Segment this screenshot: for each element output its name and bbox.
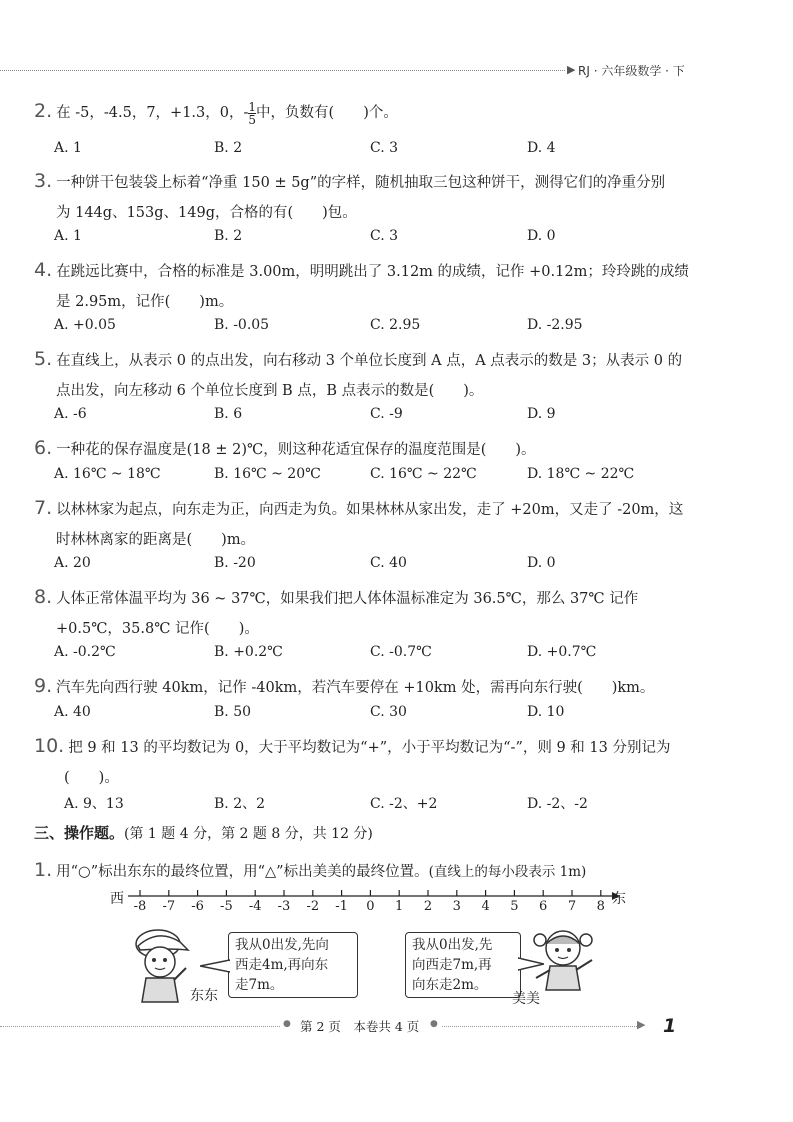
- fraction-denominator: 5: [248, 112, 257, 127]
- option-c[interactable]: C. -9: [370, 406, 403, 422]
- tick-label: -2: [306, 899, 320, 914]
- tick-label: -5: [220, 899, 233, 914]
- option-c[interactable]: C. 30: [370, 704, 407, 720]
- section-title: 三、操作题。: [34, 824, 125, 842]
- header-dotted-line: [0, 70, 565, 71]
- east-label: 东: [612, 891, 626, 907]
- west-label: 西: [110, 891, 124, 907]
- question-line1: 在直线上，从表示 0 的点出发，向右移动 3 个单位长度到 A 点，A 点表示的数是 3；从表示 0 的: [56, 353, 683, 369]
- question-line1: 把 9 和 13 的平均数记为 0，大于平均数记为“+”，小于平均数记为“-”，则 9 和 13 分别记为: [68, 740, 671, 756]
- question-line2: 点出发，向左移动 6 个单位长度到 B 点，B 点表示的数是( )。: [56, 383, 484, 399]
- option-d[interactable]: D. 0: [527, 555, 556, 571]
- question-line1: 一种饼干包装袋上标着“净重 150 ± 5g”的字样，随机抽取三包这种饼干，测得它们的净重分别: [56, 175, 666, 191]
- option-c[interactable]: C. 16℃ ~ 22℃: [370, 466, 477, 482]
- option-c[interactable]: C. 3: [370, 140, 399, 156]
- option-d[interactable]: D. 9: [527, 406, 556, 422]
- options-q6: [54, 466, 774, 488]
- tick-label: -8: [133, 899, 147, 914]
- options-q5: [54, 406, 774, 428]
- option-a[interactable]: A. 16℃ ~ 18℃: [54, 466, 161, 482]
- option-d[interactable]: D. 10: [527, 704, 565, 720]
- bubble-line: 西走4m,再向东: [235, 957, 329, 973]
- question-number: 4.: [34, 259, 53, 281]
- question-number: 2.: [34, 100, 53, 122]
- footer-dot-icon: ●: [283, 1019, 291, 1029]
- question-number: 6.: [34, 437, 53, 459]
- option-a[interactable]: A. +0.05: [54, 317, 116, 333]
- question-line2: 时林林离家的距离是( )m。: [56, 532, 256, 548]
- dongdong-speech-bubble: [228, 932, 358, 998]
- option-b[interactable]: B. 2、2: [214, 796, 266, 812]
- question-line2: 为 144g、153g、149g，合格的有( )包。: [56, 205, 357, 221]
- option-c[interactable]: C. 40: [370, 555, 407, 571]
- option-b[interactable]: B. 2: [214, 140, 243, 156]
- tick-label: 2: [423, 899, 433, 914]
- question-number: 8.: [34, 586, 53, 608]
- question-text-after: 中，负数有( )个。: [256, 105, 398, 121]
- bubble-tail-icon: [200, 958, 230, 974]
- meimei-speech-bubble: [405, 932, 521, 998]
- options-q3: [54, 228, 774, 250]
- fraction-numerator: 1: [248, 99, 257, 114]
- tick-label: 6: [539, 899, 548, 914]
- tick-label: -1: [335, 899, 348, 914]
- footer-dot-icon: ●: [430, 1019, 438, 1029]
- option-a[interactable]: A. 9、13: [64, 796, 124, 812]
- option-b[interactable]: B. 16℃ ~ 20℃: [214, 466, 321, 482]
- tick-label: 0: [366, 899, 375, 914]
- question-line1: 汽车先向西行驶 40km，记作 -40km，若汽车要停在 +10km 处，需再向东行驶( )km。: [56, 680, 655, 696]
- bubble-line: 向东走2m。: [412, 977, 488, 993]
- bubble-line: 向西走7m,再: [412, 957, 492, 973]
- question-text: 在 -5，-4.5，7，+1.3，0，-: [56, 105, 249, 121]
- page-number: 1: [663, 1015, 677, 1037]
- tick-label: -3: [277, 899, 291, 914]
- question-number: 10.: [34, 735, 65, 757]
- option-c[interactable]: C. 2.95: [370, 317, 421, 333]
- page-footer: [0, 1015, 793, 1045]
- option-d[interactable]: D. 18℃ ~ 22℃: [527, 466, 635, 482]
- option-b[interactable]: B. +0.2℃: [214, 644, 283, 660]
- dongdong-illustration-icon: [128, 922, 194, 1004]
- bubble-line: 我从0出发,先向: [235, 937, 329, 953]
- question-number: 1.: [34, 859, 53, 881]
- operation-note: (直线上的每小段表示 1m): [428, 864, 587, 880]
- tick-label: 8: [596, 899, 605, 914]
- option-b[interactable]: B. -0.05: [214, 317, 270, 333]
- question-10: [34, 731, 759, 793]
- question-number: 7.: [34, 497, 53, 519]
- question-line1: 以林林家为起点，向东走为正，向西走为负。如果林林从家出发，走了 +20m，又走了 -20m，这: [56, 502, 684, 518]
- header-text: RJ · 六年级数学 · 下: [578, 64, 685, 78]
- footer-arrow-icon: ▶: [637, 1018, 646, 1031]
- fraction: [248, 101, 256, 126]
- meimei-illustration-icon: [528, 920, 598, 992]
- header-arrow-icon: ▶: [567, 63, 576, 76]
- option-a[interactable]: A. 1: [54, 228, 82, 244]
- option-d[interactable]: D. +0.7℃: [527, 644, 597, 660]
- option-c[interactable]: C. 3: [370, 228, 399, 244]
- tick-label: 3: [452, 899, 461, 914]
- tick-label: 1: [395, 899, 404, 914]
- option-a[interactable]: A. 40: [54, 704, 91, 720]
- question-9: [34, 671, 759, 703]
- option-c[interactable]: C. -0.7℃: [370, 644, 432, 660]
- question-4: [34, 255, 759, 317]
- footer-dotted-line-right: [442, 1026, 637, 1027]
- option-d[interactable]: D. -2.95: [527, 317, 583, 333]
- option-c[interactable]: C. -2、+2: [370, 796, 438, 812]
- question-line2: +0.5℃，35.8℃ 记作( )。: [56, 621, 259, 637]
- option-b[interactable]: B. 50: [214, 704, 252, 720]
- question-5: [34, 344, 759, 406]
- option-a[interactable]: A. 1: [54, 140, 82, 156]
- option-a[interactable]: A. -6: [54, 406, 87, 422]
- options-q7: [54, 555, 774, 577]
- options-q8: [54, 644, 774, 666]
- tick-label: -6: [191, 899, 204, 914]
- footer-text: 第 2 页 本卷共 4 页: [300, 1019, 420, 1034]
- option-d[interactable]: D. 4: [527, 140, 556, 156]
- question-3: [34, 166, 759, 228]
- options-q2: [54, 140, 774, 162]
- question-number: 9.: [34, 675, 53, 697]
- question-line2: 是 2.95m，记作( )m。: [56, 294, 234, 310]
- question-line1: 人体正常体温平均为 36 ~ 37℃，如果我们把人体体温标准定为 36.5℃，那么 37℃ 记作: [56, 591, 639, 607]
- question-6: [34, 433, 759, 465]
- meimei-name: 美美: [512, 991, 540, 1007]
- tick-label: 4: [481, 899, 490, 914]
- option-a[interactable]: A. 20: [54, 555, 91, 571]
- option-b[interactable]: B. 6: [214, 406, 243, 422]
- tick-label: 7: [567, 899, 577, 914]
- bubble-line: 走7m。: [235, 977, 284, 993]
- options-q10: [54, 793, 774, 815]
- bubble-line: 我从0出发,先: [412, 937, 493, 953]
- number-line: [100, 882, 660, 922]
- footer-dotted-line-left: [0, 1026, 280, 1027]
- option-b[interactable]: B. 2: [214, 228, 243, 244]
- question-line2: ( )。: [64, 770, 119, 786]
- question-7: [34, 493, 759, 555]
- question-number: 3.: [34, 170, 53, 192]
- dongdong-name: 东东: [190, 988, 218, 1004]
- option-d[interactable]: D. 0: [527, 228, 556, 244]
- section-3-heading: [34, 822, 373, 843]
- options-q4: [54, 317, 774, 339]
- question-8: [34, 582, 759, 644]
- question-line1: 一种花的保存温度是(18 ± 2)℃，则这种花适宜保存的温度范围是( )。: [56, 442, 536, 458]
- tick-label: -7: [162, 899, 176, 914]
- page-header: [0, 60, 793, 82]
- question-number: 5.: [34, 348, 53, 370]
- options-q9: [54, 704, 774, 726]
- section-note: (第 1 题 4 分，第 2 题 8 分，共 12 分): [124, 826, 373, 842]
- option-a[interactable]: A. -0.2℃: [54, 644, 116, 660]
- question-line1: 在跳远比赛中，合格的标准是 3.00m，明明跳出了 3.12m 的成绩，记作 +0.12m；玲玲跳的成绩: [56, 264, 689, 280]
- option-d[interactable]: D. -2、-2: [527, 796, 588, 812]
- tick-label: 5: [510, 899, 519, 914]
- operation-text: 用“○”标出东东的最终位置，用“△”标出美美的最终位置。: [56, 864, 429, 880]
- question-2: [34, 96, 759, 128]
- tick-label: -4: [248, 899, 262, 914]
- option-b[interactable]: B. -20: [214, 555, 256, 571]
